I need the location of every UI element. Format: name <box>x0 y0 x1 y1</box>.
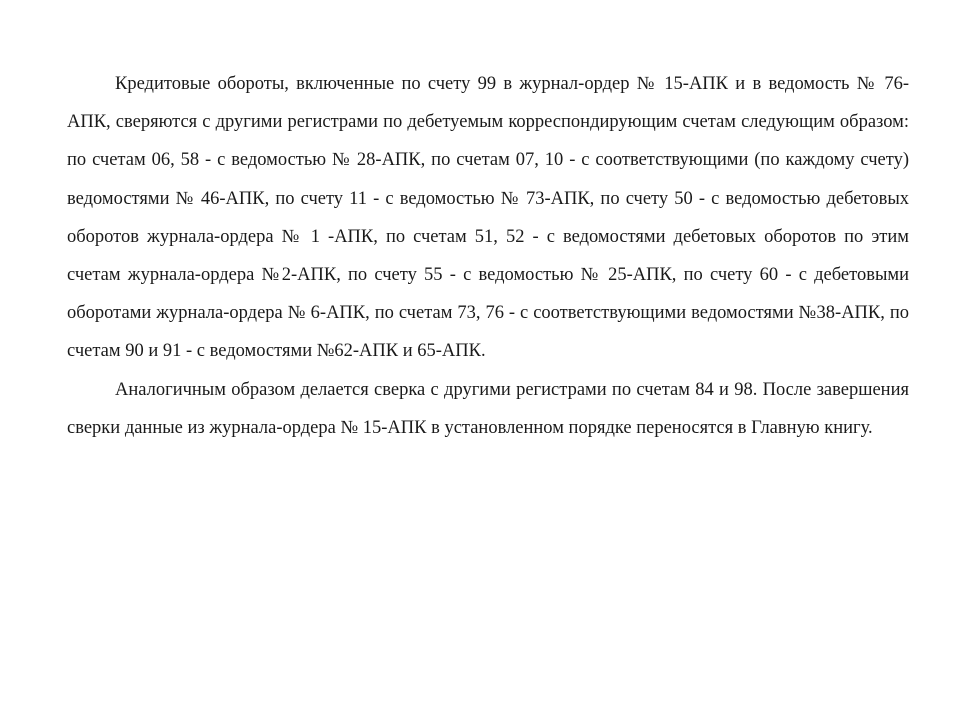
paragraph-general-ledger: Аналогичным образом делается сверка с другими регистрами по счетам 84 и 98. После завершения сверки данные из журнала-ордера № 15-АПК в установленном порядке переносятся в Главную книгу. <box>67 379 909 438</box>
paragraph-reconciliation: Кредитовые обороты, включенные по счету 99 в журнал-ордер № 15-АПК и в ведомость № 76-АПК, сверяются с другими регистрами по дебетуемым корреспондирующим счетам следующим образом: по счетам 06, 58 - с ведомостью № 28-АПК, по счетам 07, 10 - с соответствующими (по каждому счету) ведомостями № 46-АПК, по счету 11 - с ведомостью № 73-АПК, по счету 50 - с ведомостью дебетовых оборотов журнала-ордера № 1 -АПК, по счетам 51, 52 - с ведомостями дебетовых оборотов по этим счетам журнала-ордера №2-АПК, по счету 55 - с ведомостью № 25-АПК, по счету 60 - с дебетовыми оборотами журнала-ордера № 6-АПК, по счетам 73, 76 - с соответствующими ведомостями №38-АПК, по счетам 90 и 91 - с ведомостями №62-АПК и 65-АПК. <box>67 74 909 362</box>
document-page <box>67 65 909 447</box>
